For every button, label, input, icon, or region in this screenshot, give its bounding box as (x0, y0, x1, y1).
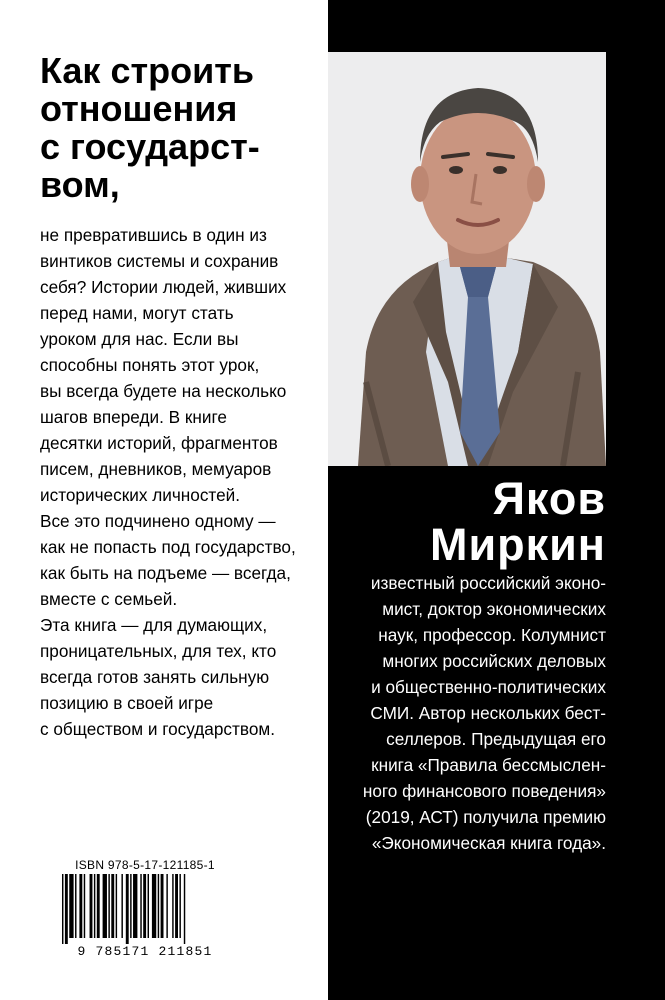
description-line: писем, дневников, мемуаров (40, 459, 272, 479)
author-last-name: Миркин (429, 519, 606, 570)
description-line: как не попасть под государство, (40, 537, 296, 557)
bio-line: «Экономическая книга года». (371, 833, 606, 853)
bio-line: мист, доктор экономических (382, 599, 606, 619)
barcode-bar (111, 874, 114, 938)
description-line: вы всегда будете на несколько (40, 381, 287, 401)
description-line: проницательных, для тех, кто (40, 641, 277, 661)
barcode-bar (126, 874, 129, 944)
barcode-bar (97, 874, 100, 938)
barcode-bar (184, 874, 185, 944)
description-line: исторических личностей. (40, 485, 241, 505)
barcode-bar (121, 874, 122, 938)
headline-line: с государст- (40, 126, 260, 167)
description-line: способны понять этот урок, (40, 355, 260, 375)
barcode-bar (75, 874, 76, 938)
barcode-bar (158, 874, 159, 938)
barcode-bar (152, 874, 156, 938)
barcode-bar (140, 874, 141, 938)
barcode-bar (108, 874, 109, 938)
headline-line: вом, (40, 164, 120, 205)
author-bio (328, 570, 606, 856)
headline-line: Как строить (40, 50, 254, 91)
author-name (328, 473, 606, 570)
bio-line: и общественно-политических (371, 677, 606, 697)
bio-line: селлеров. Предыдущая его (386, 729, 606, 749)
headline-line: отношения (40, 88, 238, 129)
isbn-label: ISBN 978-5-17-121185-1 (75, 858, 215, 872)
barcode-bar (79, 874, 82, 938)
barcode-bar (90, 874, 93, 938)
barcode-bar (166, 874, 167, 938)
bio-line: ного финансового поведения» (362, 781, 606, 801)
barcode-bar (103, 874, 107, 938)
description-line: десятки историй, фрагментов (40, 433, 278, 453)
barcode-bar (84, 874, 85, 938)
author-photo (328, 52, 606, 466)
description-line: себя? Истории людей, живших (40, 277, 287, 297)
barcode-bar (69, 874, 73, 938)
headline (40, 52, 330, 204)
barcode-bar (179, 874, 180, 938)
bio-line: известный российский эконо- (370, 573, 606, 593)
barcode-digits: 9 785171 211851 (77, 944, 213, 959)
barcode-bar (116, 874, 117, 938)
bio-line: (2019, АСТ) получила премию (365, 807, 606, 827)
barcode-bar (148, 874, 149, 938)
author-first-name: Яков (492, 473, 606, 524)
description-line: позицию в своей игре (40, 693, 214, 713)
barcode-bar (133, 874, 137, 938)
bio-line: СМИ. Автор нескольких бест- (370, 703, 606, 723)
description-line: всегда готов занять сильную (40, 667, 270, 687)
description-line: вместе с семьей. (40, 589, 178, 609)
barcode-bar (172, 874, 173, 938)
description-line: не превратившись в один из (40, 225, 267, 245)
description-line: как быть на подъеме — всегда, (40, 563, 291, 583)
barcode-bar (143, 874, 146, 938)
barcode-bar (94, 874, 95, 938)
isbn-barcode (56, 858, 234, 958)
barcode-bar (65, 874, 68, 944)
description-line: перед нами, могут стать (40, 303, 234, 323)
bio-line: многих российских деловых (382, 651, 606, 671)
barcode-bar (62, 874, 63, 944)
description-line: уроком для нас. Если вы (40, 329, 239, 349)
bio-line: наук, профессор. Колумнист (378, 625, 606, 645)
book-description (40, 222, 328, 742)
barcode-bars (58, 874, 232, 944)
bio-line: книга «Правила бессмыслен- (371, 755, 606, 775)
description-line: с обществом и государством. (40, 719, 275, 739)
barcode-bar (130, 874, 131, 938)
description-line: винтиков системы и сохранив (40, 251, 279, 271)
description-line: Эта книга — для думающих, (40, 615, 268, 635)
description-line: шагов впереди. В книге (40, 407, 227, 427)
description-line: Все это подчинено одному — (40, 511, 276, 531)
barcode-bar (161, 874, 164, 938)
barcode-bar (175, 874, 178, 938)
